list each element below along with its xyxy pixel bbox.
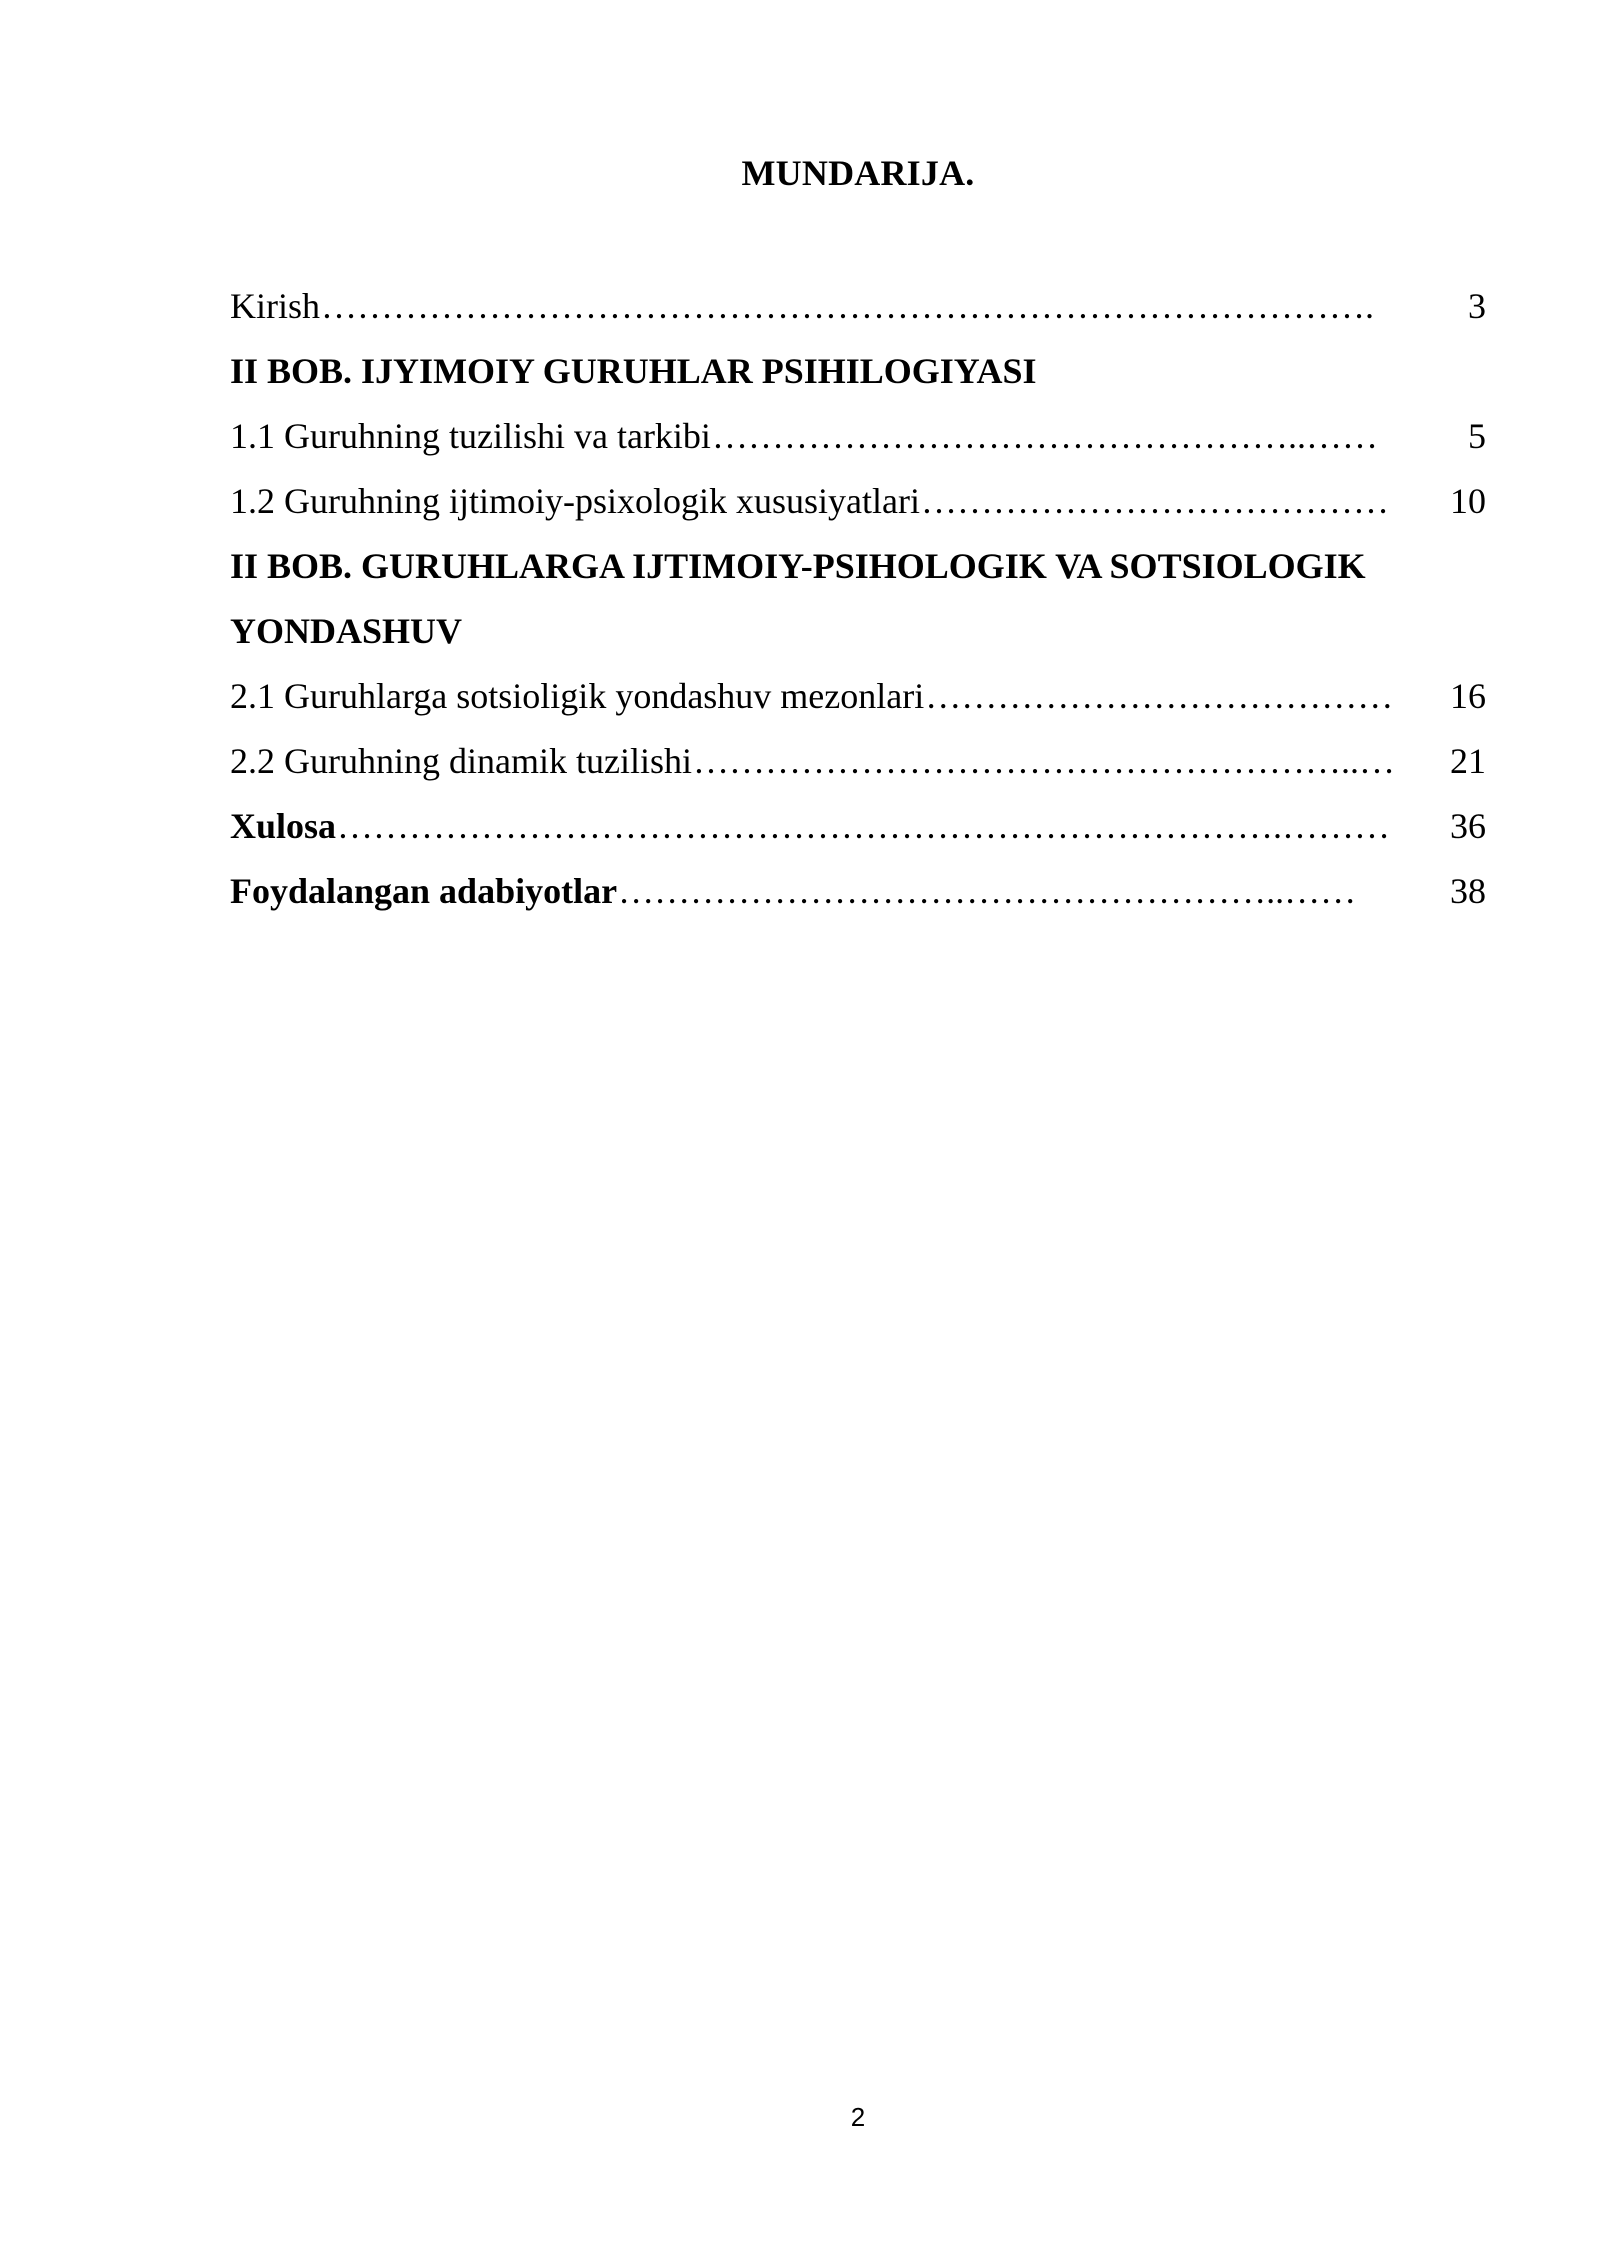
toc-item-label: 2.2 Guruhning dinamik tuzilishi	[230, 741, 692, 781]
toc-page-number: 36	[1450, 806, 1486, 846]
toc-item-label: Kirish	[230, 286, 320, 326]
toc-page-number: 3	[1468, 286, 1486, 326]
toc-page-number: 38	[1450, 871, 1486, 911]
toc-page-number: 21	[1450, 741, 1486, 781]
toc-item-xulosa[interactable]	[230, 799, 1516, 864]
toc-chapter-heading-2-cont[interactable]: YONDASHUV	[230, 611, 463, 651]
toc-item-1-1[interactable]	[230, 409, 1516, 474]
toc-item-2-1[interactable]	[230, 669, 1516, 734]
page-title: MUNDARIJA.	[741, 153, 975, 193]
toc-chapter-heading-1[interactable]: II BOB. IJYIMOIY GURUHLAR PSIHILOGIYASI	[230, 351, 1037, 391]
toc-page-number: 10	[1450, 481, 1486, 521]
toc-item-adabiyotlar[interactable]	[230, 864, 1516, 929]
toc-dot-leader: …………………………………………………………………………….	[321, 286, 1374, 326]
table-of-contents	[230, 279, 1516, 929]
toc-item-kirish[interactable]	[230, 279, 1516, 344]
toc-item-1-2[interactable]	[230, 474, 1516, 539]
toc-chapter-heading-2[interactable]: II BOB. GURUHLARGA IJTIMOIY-PSIHOLOGIK VA SOTSIOLOGIK	[230, 546, 1366, 586]
toc-item-label: 2.1 Guruhlarga sotsioligik yondashuv mezonlari	[230, 676, 925, 716]
toc-item-label: 1.2 Guruhning ijtimoiy-psixologik xususiyatlari	[230, 481, 920, 521]
toc-item-label: Xulosa	[230, 806, 337, 846]
toc-page-number: 16	[1450, 676, 1486, 716]
toc-dot-leader: …………………………………………..……	[711, 416, 1378, 456]
toc-item-2-2[interactable]	[230, 734, 1516, 799]
toc-item-label: Foydalangan adabiyotlar	[230, 871, 618, 911]
toc-page-number: 5	[1468, 416, 1486, 456]
toc-item-label: 1.1 Guruhning tuzilishi va tarkibi	[230, 416, 711, 456]
toc-dot-leader: …………………………………	[925, 676, 1394, 716]
toc-dot-leader: ………………………………………………..……	[618, 871, 1357, 911]
toc-dot-leader: ………………………………………………..…	[692, 741, 1395, 781]
page-number: 2	[850, 2102, 866, 2132]
toc-dot-leader: …………………………………	[920, 481, 1389, 521]
toc-dot-leader: …………………………………………………………………….………	[337, 806, 1391, 846]
